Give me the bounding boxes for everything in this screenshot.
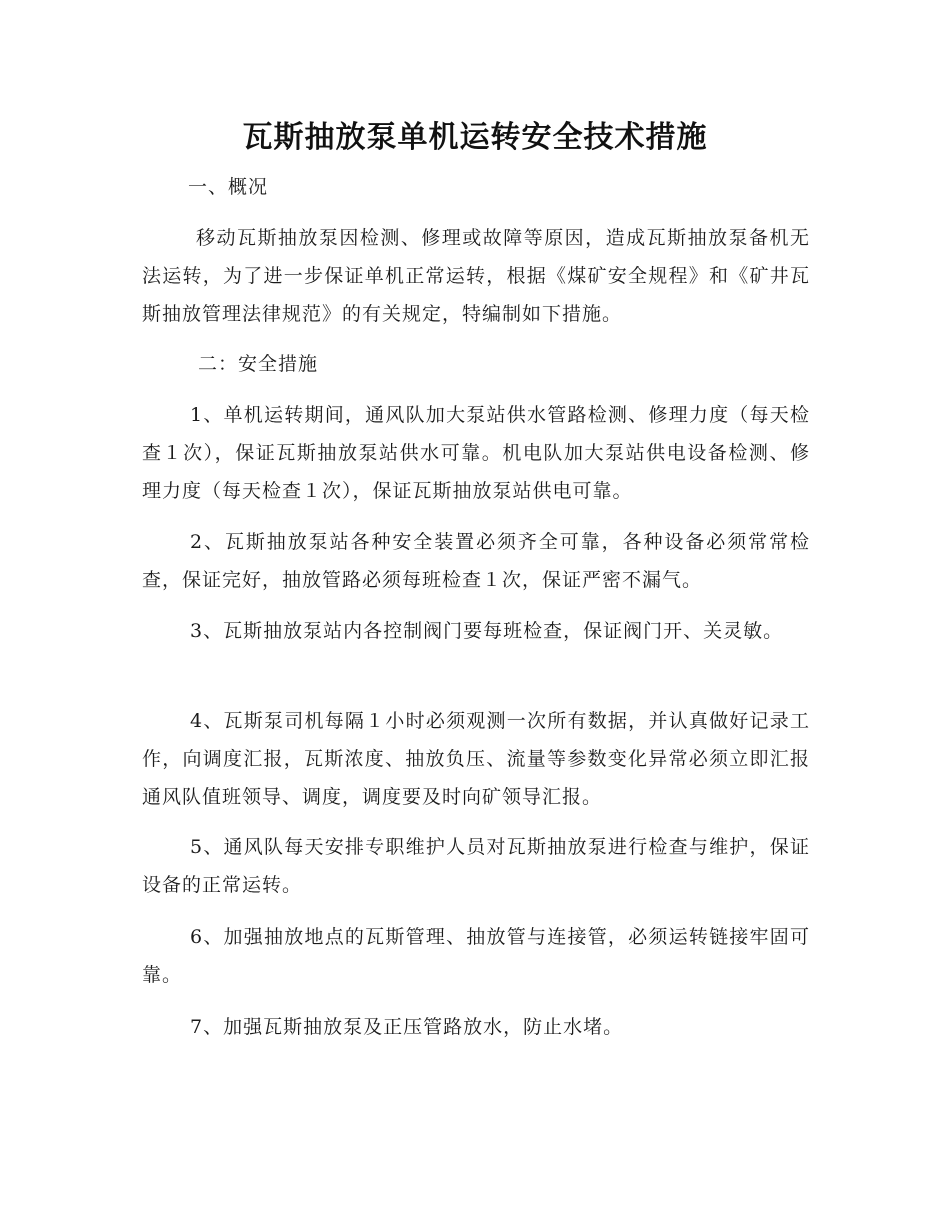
measure-paragraph-1: 1、单机运转期间，通风队加大泵站供水管路检测、修理力度（每天检查１次），保证瓦斯抽放泵站供水可靠。机电队加大泵站供电设备检测、修理力度（每天检查１次），保证瓦斯抽放泵站供电可靠。 (142, 404, 810, 502)
document-title: 瓦斯抽放泵单机运转安全技术措施 (242, 120, 708, 155)
measure-paragraph-2: 2、瓦斯抽放泵站各种安全装置必须齐全可靠，各种设备必须常常检查，保证完好，抽放管路必须每班检查１次，保证严密不漏气。 (142, 531, 810, 591)
section-heading-safety-measures: 二：安全措施 (198, 353, 319, 375)
measure-paragraph-6: 6、加强抽放地点的瓦斯管理、抽放管与连接管，必须运转链接牢固可靠。 (142, 926, 810, 986)
section-heading-overview: 一、概况 (188, 176, 269, 198)
measure-paragraph-7: 7、加强瓦斯抽放泵及正压管路放水，防止水堵。 (190, 1016, 624, 1038)
measure-paragraph-4: 4、瓦斯泵司机每隔１小时必须观测一次所有数据，并认真做好记录工作，向调度汇报，瓦斯浓度、抽放负压、流量等参数变化异常必须立即汇报通风队值班领导、调度，调度要及时向矿领导汇报。 (142, 710, 810, 808)
measure-paragraph-3: 3、瓦斯抽放泵站内各控制阀门要每班检查，保证阀门开、关灵敏。 (190, 620, 784, 642)
measure-paragraph-5: 5、通风队每天安排专职维护人员对瓦斯抽放泵进行检查与维护，保证设备的正常运转。 (142, 836, 810, 896)
overview-paragraph: 移动瓦斯抽放泵因检测、修理或故障等原因，造成瓦斯抽放泵备机无法运转，为了进一步保证单机正常运转，根据《煤矿安全规程》和《矿井瓦斯抽放管理法律规范》的有关规定，特编制如下措施。 (142, 227, 810, 325)
